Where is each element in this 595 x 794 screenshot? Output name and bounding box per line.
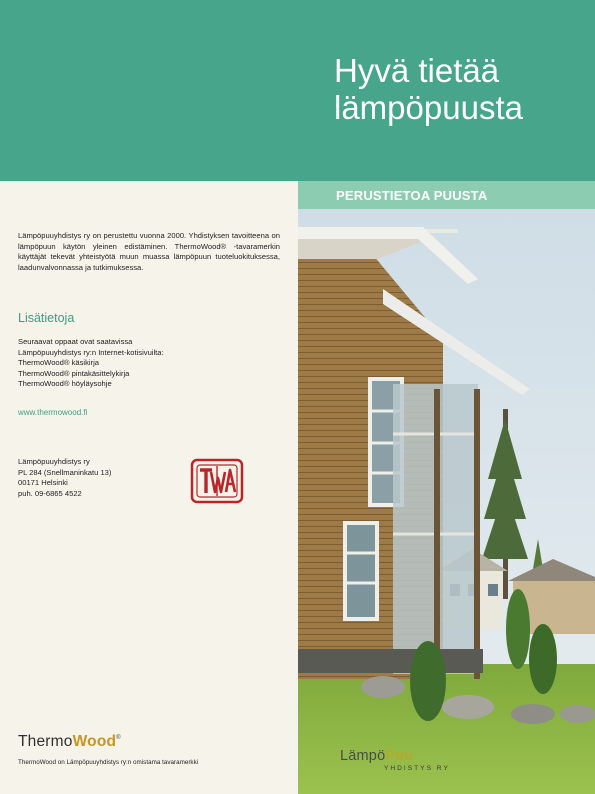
guides-list	[18, 337, 278, 390]
trademark-note: ThermoWood on Lämpöpuuyhdistys ry:n omistama tavaramerkki	[18, 759, 199, 766]
lampopuu-logo-subtitle: YHDISTYS RY	[384, 765, 450, 772]
lampopuu-logo-part1: Lämpö	[340, 748, 386, 764]
address-line: 00171 Helsinki	[18, 478, 68, 488]
house-photo-icon	[298, 209, 595, 794]
lampopuu-logo	[340, 748, 450, 772]
guide-item: ThermoWood® käsikirja	[18, 358, 99, 368]
twa-emblem-icon	[190, 458, 244, 504]
title-line-2: lämpöpuusta	[334, 89, 523, 126]
page-title	[334, 52, 584, 126]
header-banner	[0, 0, 595, 181]
title-line-1: Hyvä tietää	[334, 52, 500, 89]
website-link[interactable]: www.thermowood.fi	[18, 408, 88, 417]
section-band-label: PERUSTIETOA PUUSTA	[336, 188, 488, 203]
registered-mark: ®	[116, 735, 121, 741]
more-info-heading: Lisätietoja	[18, 311, 75, 325]
address-line: PL 284 (Snellmaninkatu 13)	[18, 467, 112, 477]
address-line: Lämpöpuuyhdistys ry	[18, 457, 90, 466]
house-photo	[298, 209, 595, 794]
guide-item: ThermoWood® höyläysohje	[18, 379, 112, 389]
address-line: puh. 09-6865 4522	[18, 488, 82, 498]
thermowood-logo-part1: Thermo	[18, 733, 73, 750]
thermowood-logo-part2: Wood	[72, 733, 117, 750]
guide-item: ThermoWood® pintakäsittelykirja	[18, 368, 130, 378]
guides-line: Lämpöpuuyhdistys ry:n Internet-kotisivuilta:	[18, 347, 164, 357]
intro-paragraph: Lämpöpuuyhdistys ry on perustettu vuonna 2000. Yhdistyksen tavoitteena on lämpöpuun käytön yleinen edistäminen. ThermoWood® -tavaramerkin käyttäjät tekevät yhteistyötä muun muassa lämpöpuun tuoteluokituksessa, laadunvalvonnassa ja tutkimuksessa.	[18, 231, 280, 272]
thermowood-logo	[18, 733, 121, 751]
section-band	[298, 181, 595, 209]
guides-line: Seuraavat oppaat ovat saatavissa	[18, 337, 133, 346]
lampopuu-logo-part2: Puu	[385, 748, 414, 764]
contact-address	[18, 457, 188, 499]
